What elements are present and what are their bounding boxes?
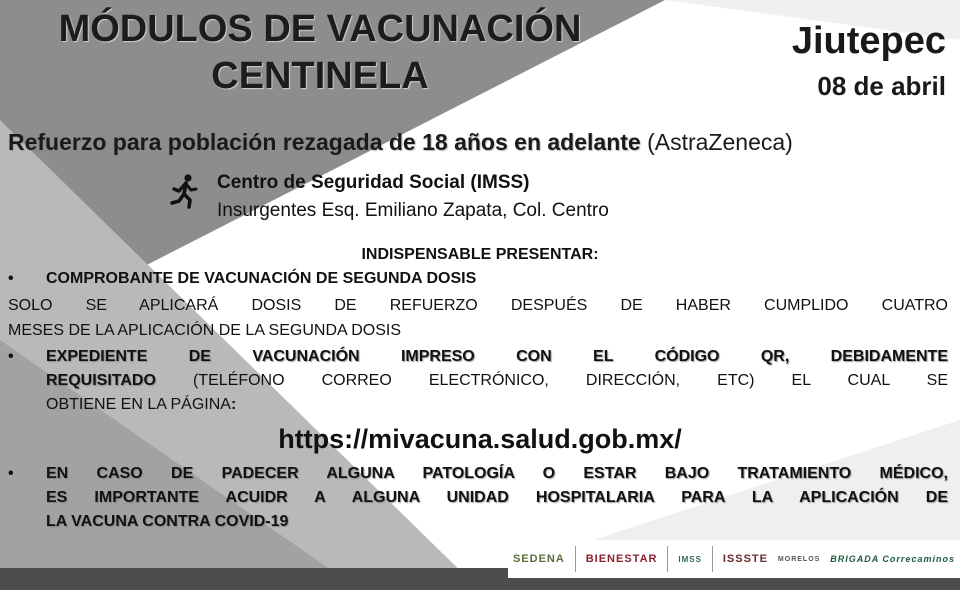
city-name: Jiutepec: [791, 20, 946, 62]
sedena-logo: SEDENA: [512, 553, 565, 565]
brigada-correcaminos-logo: BRIGADA Correcaminos: [830, 554, 955, 564]
bullet: •: [8, 465, 14, 482]
divider: [712, 546, 713, 572]
requirement-2-requisitado: REQUISITADO: [46, 372, 156, 389]
booster-note-line-1: SOLO SE APLICARÁ DOSIS DE REFUERZO DESPUÉS DE HABER CUMPLIDO CUATRO: [8, 297, 948, 314]
event-date: 08 de abril: [817, 71, 946, 101]
booster-note: [8, 293, 948, 343]
bienestar-logo: BIENESTAR: [585, 553, 658, 565]
morelos-logo: MORELOS: [777, 555, 821, 563]
booster-note-line-2: MESES DE LA APLICACIÓN DE LA SEGUNDA DOSIS: [8, 322, 402, 339]
subtitle-vaccine: (AstraZeneca): [640, 129, 793, 155]
requirement-item-3: [8, 462, 948, 534]
requirement-3-line-2: ES IMPORTANTE ACUIDR A ALGUNA UNIDAD HOSPITALARIA PARA LA APLICACIÓN DE: [46, 489, 948, 506]
location-address: Insurgentes Esq. Emiliano Zapata, Col. Centro: [217, 200, 609, 221]
requirement-item-1: [8, 267, 948, 291]
requirement-3-line-1: EN CASO DE PADECER ALGUNA PATOLOGÍA O ESTAR BAJO TRATAMIENTO MÉDICO,: [46, 465, 948, 482]
title-line-1: MÓDULOS DE VACUNACIÓN: [58, 8, 582, 50]
vaccine-url[interactable]: https://mivacuna.salud.gob.mx/: [278, 424, 682, 454]
divider: [575, 546, 576, 572]
subtitle: [8, 129, 793, 156]
requirement-3-line-3: LA VACUNA CONTRA COVID-19: [46, 513, 289, 530]
requirement-2-obtain-text: OBTIENE EN LA PÁGINA: [46, 396, 231, 413]
bullet: •: [8, 348, 14, 365]
title-line-2: CENTINELA: [211, 55, 429, 97]
page-title: [0, 6, 640, 100]
bullet: •: [8, 270, 14, 287]
requirement-2-details: (TELÉFONO CORREO ELECTRÓNICO, DIRECCIÓN, ETC) EL CUAL SE: [155, 372, 948, 389]
issste-logo: ISSSTE: [722, 553, 768, 565]
requirement-1-text: COMPROBANTE DE VACUNACIÓN DE SEGUNDA DOSIS: [46, 270, 477, 287]
requirement-2-line-2: [46, 369, 948, 393]
subtitle-bold: Refuerzo para población rezagada de 18 años en adelante: [8, 129, 641, 155]
imss-logo: IMSS: [678, 554, 702, 564]
requirement-2-line-3: [46, 393, 948, 417]
divider: [667, 546, 668, 572]
requirement-item-2: [8, 345, 948, 417]
requirement-2-colon: :: [230, 396, 237, 413]
requirements-heading: INDISPENSABLE PRESENTAR:: [361, 246, 599, 263]
location-name: Centro de Seguridad Social (IMSS): [217, 172, 530, 193]
footer-logos: [508, 540, 960, 578]
runner-icon: [168, 173, 200, 209]
requirement-2-line-1: EXPEDIENTE DE VACUNACIÓN IMPRESO CON EL CÓDIGO QR, DEBIDAMENTE: [46, 348, 948, 365]
